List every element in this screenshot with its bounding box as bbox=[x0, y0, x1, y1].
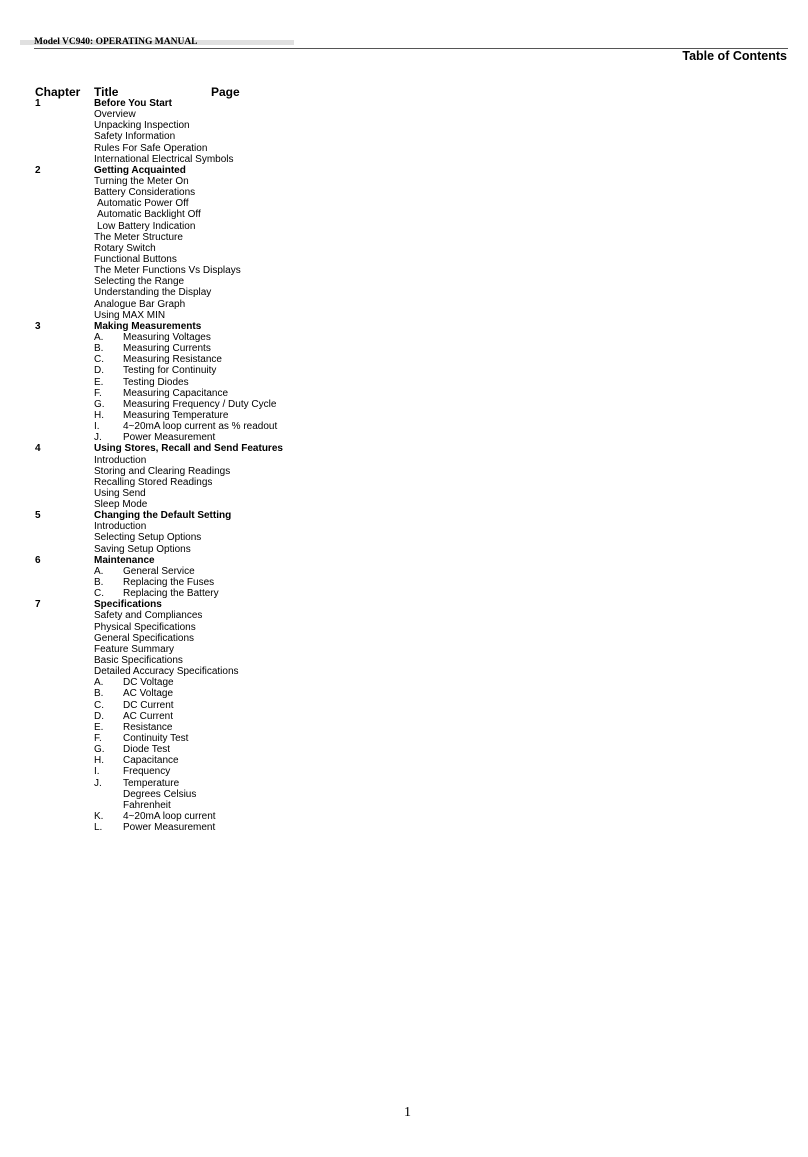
entry-title: Selecting the Range bbox=[94, 276, 185, 288]
column-heading-page: Page bbox=[211, 85, 240, 99]
chapter-title: Making Measurements bbox=[94, 320, 202, 332]
entry-title: Measuring Voltages bbox=[123, 331, 211, 343]
toc-chapter-row bbox=[0, 98, 808, 109]
entry-letter: J. bbox=[94, 432, 102, 444]
entry-title: Measuring Capacitance bbox=[123, 387, 229, 399]
entry-title: General Service bbox=[123, 565, 195, 577]
toc-entry bbox=[0, 477, 808, 488]
entry-title: Measuring Currents bbox=[123, 343, 211, 355]
entry-letter: F. bbox=[94, 387, 102, 399]
toc-entry bbox=[0, 544, 808, 555]
toc-entry bbox=[0, 354, 808, 365]
entry-title: Understanding the Display bbox=[94, 287, 212, 299]
entry-title: DC Voltage bbox=[123, 677, 174, 689]
entry-letter: B. bbox=[94, 688, 104, 700]
toc-entry bbox=[0, 666, 808, 677]
toc-entry bbox=[0, 577, 808, 588]
entry-title: Detailed Accuracy Specifications bbox=[94, 666, 239, 678]
toc-entry bbox=[0, 120, 808, 131]
toc-entry bbox=[0, 399, 808, 410]
chapter-title: Getting Acquainted bbox=[94, 164, 186, 176]
entry-letter: H. bbox=[94, 409, 104, 421]
chapter-title: Specifications bbox=[94, 599, 162, 611]
toc-entry bbox=[0, 499, 808, 510]
toc-entry bbox=[0, 633, 808, 644]
toc-chapter-row bbox=[0, 510, 808, 521]
entry-title: Degrees Celsius bbox=[123, 788, 197, 800]
toc-entry bbox=[0, 700, 808, 711]
toc-entry bbox=[0, 410, 808, 421]
entry-letter: A. bbox=[94, 565, 104, 577]
toc-entry bbox=[0, 198, 808, 209]
toc-entry bbox=[0, 811, 808, 822]
entry-letter: G. bbox=[94, 398, 105, 410]
toc-chapter-row bbox=[0, 165, 808, 176]
entry-letter: D. bbox=[94, 710, 104, 722]
entry-letter: B. bbox=[94, 343, 104, 355]
toc-entry bbox=[0, 432, 808, 443]
toc-entry bbox=[0, 299, 808, 310]
entry-title: Fahrenheit bbox=[123, 799, 171, 811]
entry-letter: C. bbox=[94, 354, 104, 366]
toc-entry bbox=[0, 466, 808, 477]
entry-title: Measuring Resistance bbox=[123, 354, 222, 366]
entry-title: AC Current bbox=[123, 710, 174, 722]
entry-title: Storing and Clearing Readings bbox=[94, 465, 231, 477]
entry-title: Rotary Switch bbox=[94, 242, 156, 254]
entry-title: The Meter Functions Vs Displays bbox=[94, 265, 241, 277]
entry-title: Testing Diodes bbox=[123, 376, 189, 388]
toc-entry bbox=[0, 722, 808, 733]
entry-title: Battery Considerations bbox=[94, 187, 196, 199]
entry-title: Frequency bbox=[123, 766, 171, 778]
toc-chapter-row bbox=[0, 555, 808, 566]
entry-letter: D. bbox=[94, 365, 104, 377]
entry-letter: H. bbox=[94, 755, 104, 767]
entry-letter: G. bbox=[94, 744, 105, 756]
entry-title: DC Current bbox=[123, 699, 174, 711]
toc-entry bbox=[0, 243, 808, 254]
chapter-title: Using Stores, Recall and Send Features bbox=[94, 443, 283, 455]
toc-entry bbox=[0, 800, 808, 811]
toc-list bbox=[0, 98, 808, 833]
toc-entry bbox=[0, 421, 808, 432]
toc-entry bbox=[0, 733, 808, 744]
manual-title: Model VC940: OPERATING MANUAL bbox=[34, 37, 198, 47]
toc-entry bbox=[0, 532, 808, 543]
chapter-number: 3 bbox=[35, 320, 41, 332]
toc-entry bbox=[0, 154, 808, 165]
toc-entry bbox=[0, 310, 808, 321]
entry-letter: I. bbox=[94, 766, 100, 778]
entry-title: Power Measurement bbox=[123, 822, 216, 834]
entry-title: Functional Buttons bbox=[94, 253, 177, 265]
column-heading-chapter: Chapter bbox=[35, 85, 81, 99]
entry-title: Introduction bbox=[94, 521, 147, 533]
toc-entry bbox=[0, 488, 808, 499]
toc-entry bbox=[0, 610, 808, 621]
entry-title: Measuring Frequency / Duty Cycle bbox=[123, 398, 277, 410]
toc-entry bbox=[0, 332, 808, 343]
chapter-number: 6 bbox=[35, 554, 41, 566]
toc-entry bbox=[0, 221, 808, 232]
toc-entry bbox=[0, 566, 808, 577]
toc-entry bbox=[0, 455, 808, 466]
toc-entry bbox=[0, 644, 808, 655]
entry-title: AC Voltage bbox=[123, 688, 174, 700]
toc-entry bbox=[0, 209, 808, 220]
subentry-title: Automatic Backlight Off bbox=[97, 209, 201, 221]
entry-letter: J. bbox=[94, 777, 102, 789]
entry-title: Recalling Stored Readings bbox=[94, 476, 213, 488]
subentry-title: Low Battery Indication bbox=[97, 220, 196, 232]
toc-entry bbox=[0, 287, 808, 298]
toc-chapter-row bbox=[0, 443, 808, 454]
header-rule bbox=[34, 48, 788, 49]
toc-entry bbox=[0, 789, 808, 800]
chapter-title: Maintenance bbox=[94, 554, 155, 566]
chapter-number: 5 bbox=[35, 510, 41, 522]
toc-entry bbox=[0, 388, 808, 399]
entry-title: Safety and Compliances bbox=[94, 610, 203, 622]
entry-title: Replacing the Battery bbox=[123, 588, 219, 600]
toc-entry bbox=[0, 688, 808, 699]
entry-title: Measuring Temperature bbox=[123, 409, 229, 421]
entry-letter: A. bbox=[94, 677, 104, 689]
entry-title: Safety Information bbox=[94, 131, 176, 143]
toc-entry bbox=[0, 131, 808, 142]
entry-letter: F. bbox=[94, 733, 102, 745]
entry-title: Analogue Bar Graph bbox=[94, 298, 186, 310]
toc-entry bbox=[0, 822, 808, 833]
entry-title: Rules For Safe Operation bbox=[94, 142, 208, 154]
toc-chapter-row bbox=[0, 321, 808, 332]
entry-title: Replacing the Fuses bbox=[123, 577, 215, 589]
toc-entry bbox=[0, 365, 808, 376]
entry-title: Temperature bbox=[123, 777, 180, 789]
toc-entry bbox=[0, 276, 808, 287]
toc-entry bbox=[0, 254, 808, 265]
entry-title: Introduction bbox=[94, 454, 147, 466]
toc-chapter-row bbox=[0, 599, 808, 610]
entry-title: Capacitance bbox=[123, 755, 179, 767]
entry-letter: I. bbox=[94, 421, 100, 433]
entry-title: Continuity Test bbox=[123, 733, 189, 745]
subentry-title: Automatic Power Off bbox=[97, 198, 189, 210]
toc-entry bbox=[0, 711, 808, 722]
entry-letter: E. bbox=[94, 376, 104, 388]
toc-entry bbox=[0, 677, 808, 688]
entry-letter: A. bbox=[94, 331, 104, 343]
entry-title: 4~20mA loop current bbox=[123, 811, 216, 822]
chapter-number: 7 bbox=[35, 599, 41, 611]
entry-title: International Electrical Symbols bbox=[94, 153, 234, 165]
toc-entry bbox=[0, 265, 808, 276]
toc-entry bbox=[0, 187, 808, 198]
entry-title: Physical Specifications bbox=[94, 621, 196, 633]
entry-title: Saving Setup Options bbox=[94, 543, 191, 555]
page-number: 1 bbox=[404, 1105, 411, 1120]
entry-title: Turning the Meter On bbox=[94, 175, 189, 187]
entry-title: General Specifications bbox=[94, 632, 195, 644]
entry-letter: E. bbox=[94, 721, 104, 733]
toc-entry bbox=[0, 622, 808, 633]
toc-entry bbox=[0, 176, 808, 187]
entry-letter: L. bbox=[94, 822, 103, 834]
entry-title: Sleep Mode bbox=[94, 499, 148, 511]
entry-letter: K. bbox=[94, 811, 104, 822]
entry-title: Unpacking Inspection bbox=[94, 120, 190, 132]
chapter-title: Changing the Default Setting bbox=[94, 510, 232, 522]
chapter-number: 2 bbox=[35, 164, 41, 176]
toc-entry bbox=[0, 778, 808, 789]
toc-entry bbox=[0, 521, 808, 532]
entry-title: Feature Summary bbox=[94, 643, 175, 655]
entry-title: Power Measurement bbox=[123, 432, 216, 444]
entry-title: Testing for Continuity bbox=[123, 365, 217, 377]
entry-letter: B. bbox=[94, 577, 104, 589]
entry-title: Using Send bbox=[94, 487, 146, 499]
toc-entry bbox=[0, 766, 808, 777]
entry-title: Basic Specifications bbox=[94, 655, 183, 667]
toc-entry bbox=[0, 109, 808, 120]
entry-letter: C. bbox=[94, 588, 104, 600]
chapter-title: Before You Start bbox=[94, 98, 172, 109]
entry-title: Diode Test bbox=[123, 744, 171, 756]
section-title: Table of Contents bbox=[682, 49, 787, 63]
toc-entry bbox=[0, 755, 808, 766]
toc-entry bbox=[0, 343, 808, 354]
toc-entry bbox=[0, 377, 808, 388]
column-heading-title: Title bbox=[94, 85, 119, 99]
toc-entry bbox=[0, 143, 808, 154]
entry-title: Resistance bbox=[123, 721, 173, 733]
entry-title: Overview bbox=[94, 109, 136, 121]
entry-title: 4~20mA loop current as % readout bbox=[123, 421, 278, 433]
entry-letter: C. bbox=[94, 699, 104, 711]
entry-title: Using MAX MIN bbox=[94, 309, 166, 321]
toc-entry bbox=[0, 588, 808, 599]
chapter-number: 4 bbox=[35, 443, 41, 455]
entry-title: Selecting Setup Options bbox=[94, 532, 202, 544]
toc-entry bbox=[0, 744, 808, 755]
entry-title: The Meter Structure bbox=[94, 231, 183, 243]
toc-entry bbox=[0, 232, 808, 243]
chapter-number: 1 bbox=[35, 98, 41, 109]
toc-entry bbox=[0, 655, 808, 666]
